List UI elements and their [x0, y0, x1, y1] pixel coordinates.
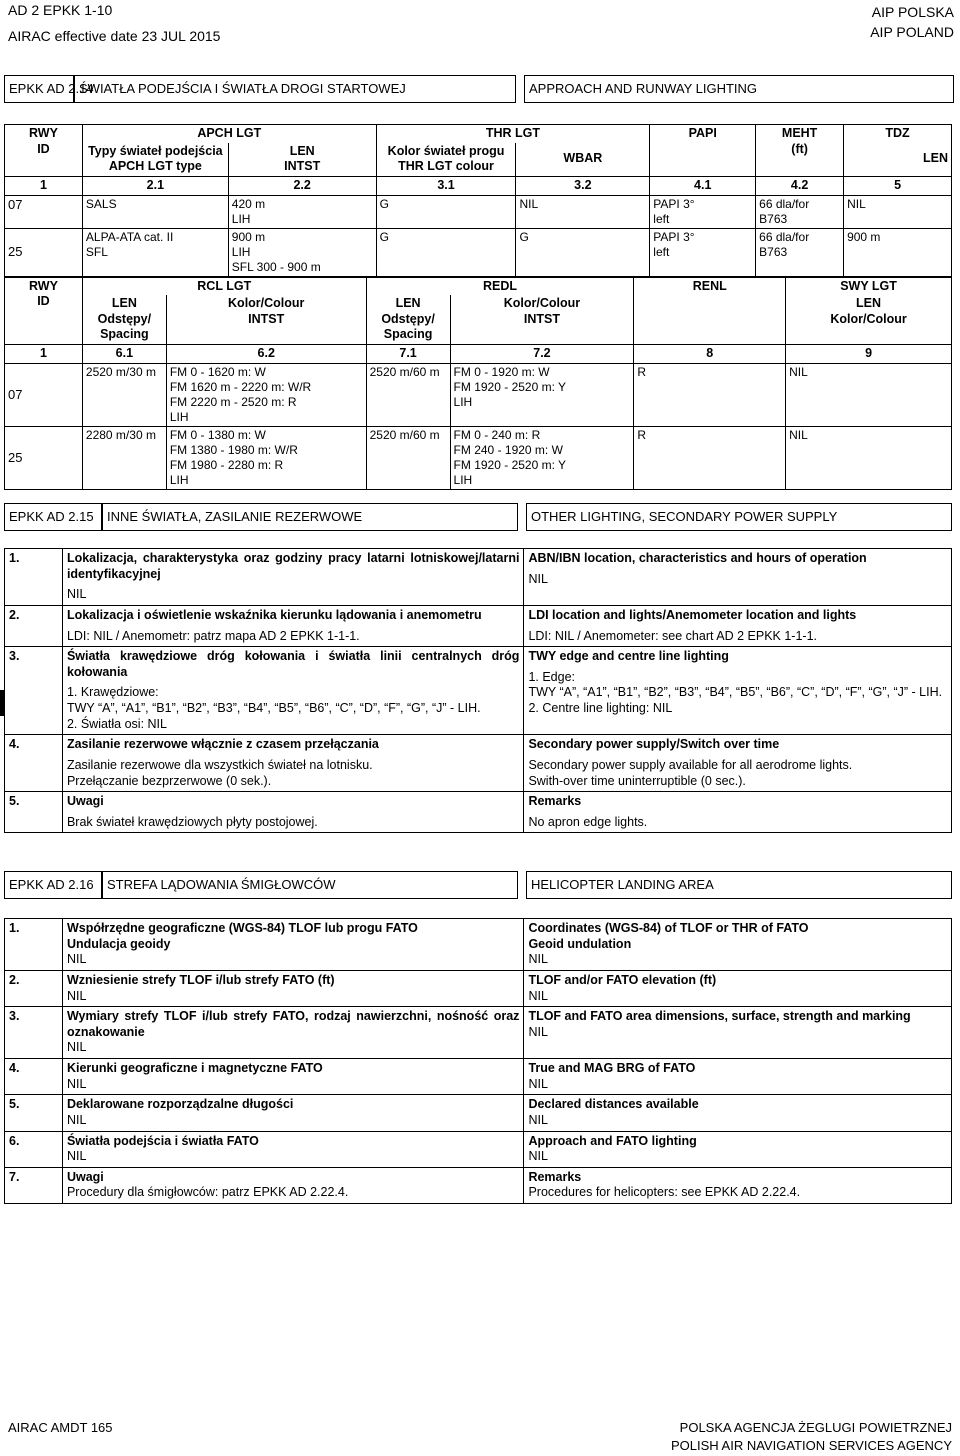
section-216-title-en: HELICOPTER LANDING AREA	[526, 871, 952, 899]
item-en	[524, 549, 952, 606]
item-number: 5.	[5, 792, 63, 833]
col-num: 4.2	[756, 176, 844, 195]
item-title-en: LDI location and lights/Anemometer location and lights	[528, 607, 857, 622]
item-title-pl: Wzniesienie strefy TLOF i/lub strefy FATO (ft)	[66, 972, 335, 987]
item-en	[524, 1007, 952, 1059]
item-body-pl: NIL	[66, 988, 87, 1003]
item-title-pl: Światła podejścia i światła FATO	[66, 1133, 259, 1148]
item-title-en: Remarks	[528, 794, 582, 809]
renl-cell: R	[634, 363, 786, 426]
item-body-pl: NIL	[66, 587, 87, 602]
rcl-colour-cell: FM 0 - 1620 m: W FM 1620 m - 2220 m: W/R FM 2220 m - 2520 m: R LIH	[166, 363, 366, 426]
meht-cell: 66 dla/for B763	[756, 195, 844, 228]
item-body-pl: 1. Krawędziowe: TWY “A”, “A1”, “B1”, “B2”, “B3”, “B4”, “B5”, “B6”, “C”, “D”, “F”, “G”, “J” - LIH. 2. Światła osi: NIL	[66, 685, 481, 731]
rwy-id-cell: 07	[5, 363, 83, 426]
item-title-pl: Kierunki geograficzne i magnetyczne FATO	[66, 1061, 323, 1075]
item-pl	[62, 792, 524, 833]
rcl-len-cell: 2280 m/30 m	[82, 426, 166, 489]
item-en	[524, 735, 952, 792]
tdz-len-header: LEN	[844, 143, 952, 177]
col-num: 2.2	[228, 176, 376, 195]
item-body-pl: NIL	[66, 1040, 87, 1055]
rcl-len-header: LEN Odstępy/ Spacing	[82, 295, 166, 344]
col-num: 5	[844, 176, 952, 195]
item-number: 5.	[5, 1095, 63, 1131]
apch-type-header: Typy świateł podejścia APCH LGT type	[82, 143, 228, 177]
col-num: 8	[634, 345, 786, 364]
papi-cell: PAPI 3° left	[650, 195, 756, 228]
item-body-pl: Brak świateł krawędziowych płyty postojowej.	[66, 814, 318, 829]
section-214-title-en: APPROACH AND RUNWAY LIGHTING	[524, 75, 954, 103]
thr-lgt-header: THR LGT	[376, 125, 650, 143]
list-item	[5, 647, 952, 735]
item-title-en: ABN/IBN location, characteristics and hours of operation	[528, 551, 867, 565]
item-pl	[62, 1131, 524, 1167]
item-title-en: Remarks	[528, 1169, 582, 1184]
swy-lgt-header: SWY LGT	[786, 277, 952, 295]
item-body-pl: NIL	[66, 952, 87, 967]
section-215-title-en: OTHER LIGHTING, SECONDARY POWER SUPPLY	[526, 503, 952, 531]
item-title-en: Coordinates (WGS-84) of TLOF or THR of FATO Geoid undulation	[528, 921, 809, 951]
item-number: 6.	[5, 1131, 63, 1167]
list-item	[5, 970, 952, 1006]
papi-cell: PAPI 3° left	[650, 228, 756, 276]
table-row	[5, 426, 952, 489]
section-214-title-bar	[4, 75, 954, 103]
list-item	[5, 1131, 952, 1167]
wbar-cell: G	[516, 228, 650, 276]
item-pl	[62, 735, 524, 792]
swy-len-header: LEN Kolor/Colour	[786, 295, 952, 344]
col-num: 1	[5, 176, 83, 195]
item-body-en: NIL	[528, 1024, 548, 1039]
list-item	[5, 1095, 952, 1131]
item-body-pl: NIL	[66, 1076, 87, 1091]
item-en	[524, 647, 952, 735]
list-item	[5, 605, 952, 646]
header-aip-poland: AIP POLAND	[870, 24, 954, 40]
section-214-title-pl: ŚWIATŁA PODEJŚCIA I ŚWIATŁA DROGI STARTOWEJ	[74, 75, 516, 103]
thr-colour-cell: G	[376, 195, 516, 228]
item-title-pl: Deklarowane rozporządzalne długości	[66, 1097, 294, 1112]
list-item	[5, 792, 952, 833]
item-body-en: NIL	[528, 1149, 548, 1164]
col-num: 9	[786, 345, 952, 364]
thr-colour-cell: G	[376, 228, 516, 276]
item-body-en: NIL	[528, 988, 548, 1003]
col-num: 1	[5, 345, 83, 364]
item-title-pl: Zasilanie rezerwowe włącznie z czasem przełączania	[66, 737, 379, 752]
footer-agency-en: POLISH AIR NAVIGATION SERVICES AGENCY	[670, 1438, 952, 1453]
item-body-pl: NIL	[66, 1112, 87, 1127]
item-title-pl: Uwagi	[66, 1169, 104, 1184]
list-item	[5, 1007, 952, 1059]
item-pl	[62, 549, 524, 606]
item-pl	[62, 1059, 524, 1095]
item-body-en: NIL	[528, 1112, 548, 1127]
list-item	[5, 919, 952, 971]
item-number: 2.	[5, 970, 63, 1006]
item-number: 2.	[5, 605, 63, 646]
approach-lighting-table	[4, 124, 952, 490]
item-body-en: NIL	[528, 571, 548, 586]
table-row	[5, 195, 952, 228]
item-title-pl: Uwagi	[66, 794, 104, 809]
redl-len-header: LEN Odstępy/ Spacing	[366, 295, 450, 344]
rcl-len-cell: 2520 m/30 m	[82, 363, 166, 426]
item-pl	[62, 647, 524, 735]
apch-type-cell: ALPA-ATA cat. II SFL	[82, 228, 228, 276]
item-en	[524, 1131, 952, 1167]
col-num: 6.2	[166, 345, 366, 364]
item-number: 3.	[5, 1007, 63, 1059]
rcl-colour-header: Kolor/Colour INTST	[166, 295, 366, 344]
papi-header: PAPI	[650, 125, 756, 177]
col-num: 7.2	[450, 345, 634, 364]
item-title-pl: Wymiary strefy TLOF i/lub strefy FATO, rodzaj nawierzchni, nośność oraz oznakowanie	[66, 1009, 520, 1039]
apch-type-cell: SALS	[82, 195, 228, 228]
meht-header: MEHT (ft)	[756, 125, 844, 177]
item-en	[524, 792, 952, 833]
redl-len-cell: 2520 m/60 m	[366, 363, 450, 426]
table-row	[5, 228, 952, 276]
item-number: 1.	[5, 549, 63, 606]
section-216-code: EPKK AD 2.16	[4, 871, 102, 899]
section-215-code: EPKK AD 2.15	[4, 503, 102, 531]
apch-len-cell: 420 m LIH	[228, 195, 376, 228]
item-number: 1.	[5, 919, 63, 971]
tdz-cell: NIL	[844, 195, 952, 228]
item-body-en: NIL	[528, 1076, 548, 1091]
item-body-pl: LDI: NIL / Anemometr: patrz mapa AD 2 EPKK 1-1-1.	[66, 628, 360, 643]
item-title-pl: Światła krawędziowe dróg kołowania i światła linii centralnych dróg kołowania	[66, 649, 520, 679]
col-num: 7.1	[366, 345, 450, 364]
redl-colour-header: Kolor/Colour INTST	[450, 295, 634, 344]
item-title-en: Secondary power supply/Switch over time	[528, 737, 780, 752]
item-en	[524, 605, 952, 646]
rwy-id-cell: 25	[5, 426, 83, 489]
thr-colour-header: Kolor świateł progu THR LGT colour	[376, 143, 516, 177]
swy-cell: NIL	[786, 363, 952, 426]
section-214-code: EPKK AD 2.14	[4, 75, 74, 103]
item-title-en: Declared distances available	[528, 1097, 699, 1112]
item-title-pl: Współrzędne geograficzne (WGS-84) TLOF lub progu FATO Undulacja geoidy	[66, 921, 418, 951]
item-en	[524, 1167, 952, 1203]
item-number: 4.	[5, 1059, 63, 1095]
item-pl	[62, 1095, 524, 1131]
item-number: 3.	[5, 647, 63, 735]
item-en	[524, 919, 952, 971]
header-effective-date: AIRAC effective date 23 JUL 2015	[8, 28, 221, 44]
redl-header: REDL	[366, 277, 634, 295]
redl-colour-cell: FM 0 - 240 m: R FM 240 - 1920 m: W FM 1920 - 2520 m: Y LIH	[450, 426, 634, 489]
item-body-en: 1. Edge: TWY “A”, “A1”, “B1”, “B2”, “B3”, “B4”, “B5”, “B6”, “C”, “D”, “F”, “G”, “J” - LIH. 2. Centre line lighting: NIL	[528, 669, 943, 715]
tdz-cell: 900 m	[844, 228, 952, 276]
item-en	[524, 1095, 952, 1131]
rwy-id-header: RWY ID	[5, 125, 83, 177]
item-body-en: LDI: NIL / Anemometer: see chart AD 2 EPKK 1-1-1.	[528, 628, 817, 643]
redl-colour-cell: FM 0 - 1920 m: W FM 1920 - 2520 m: Y LIH	[450, 363, 634, 426]
item-body-en: Procedures for helicopters: see EPKK AD 2.22.4.	[528, 1185, 801, 1200]
runway-lighting-table	[4, 277, 952, 490]
tdz-header: TDZ	[844, 125, 952, 143]
rcl-colour-cell: FM 0 - 1380 m: W FM 1380 - 1980 m: W/R FM 1980 - 2280 m: R LIH	[166, 426, 366, 489]
item-en	[524, 1059, 952, 1095]
col-num: 4.1	[650, 176, 756, 195]
table-row	[5, 363, 952, 426]
renl-header: RENL	[634, 277, 786, 345]
item-pl	[62, 1007, 524, 1059]
item-body-pl: Zasilanie rezerwowe dla wszystkich świateł na lotnisku. Przełączanie bezprzerwowe (0 sek.).	[66, 757, 373, 788]
item-title-en: TWY edge and centre line lighting	[528, 649, 729, 664]
meht-cell: 66 dla/for B763	[756, 228, 844, 276]
col-num: 3.2	[516, 176, 650, 195]
item-number: 4.	[5, 735, 63, 792]
item-title-en: True and MAG BRG of FATO	[528, 1061, 696, 1075]
item-body-en: NIL	[528, 952, 548, 967]
item-title-en: TLOF and/or FATO elevation (ft)	[528, 972, 717, 987]
section-216-title-bar	[4, 871, 952, 899]
list-item	[5, 1167, 952, 1203]
renl-cell: R	[634, 426, 786, 489]
helicopter-area-table	[4, 918, 952, 1204]
wbar-cell: NIL	[516, 195, 650, 228]
item-pl	[62, 605, 524, 646]
other-lighting-table	[4, 548, 952, 833]
col-num: 2.1	[82, 176, 228, 195]
list-item	[5, 735, 952, 792]
list-item	[5, 1059, 952, 1095]
item-body-en: No apron edge lights.	[528, 814, 648, 829]
footer-amdt: AIRAC AMDT 165	[8, 1420, 113, 1435]
header-aip-polska: AIP POLSKA	[871, 4, 954, 20]
item-body-en: Secondary power supply available for all aerodrome lights. Swith-over time uninterruptible (0 sec.).	[528, 757, 853, 788]
swy-cell: NIL	[786, 426, 952, 489]
rwy-id-cell: 07	[5, 195, 83, 228]
item-body-pl: NIL	[66, 1149, 87, 1164]
item-pl	[62, 1167, 524, 1203]
apch-lgt-header: APCH LGT	[82, 125, 376, 143]
wbar-header: WBAR	[516, 143, 650, 177]
section-215-title-bar	[4, 503, 952, 531]
list-item	[5, 549, 952, 606]
item-title-pl: Lokalizacja, charakterystyka oraz godziny pracy latarni lotniskowej/latarni identyfikacyjnej	[66, 551, 520, 581]
header-doc-id: AD 2 EPKK 1-10	[8, 2, 113, 18]
col-num: 3.1	[376, 176, 516, 195]
redl-len-cell: 2520 m/60 m	[366, 426, 450, 489]
item-title-en: Approach and FATO lighting	[528, 1133, 697, 1148]
item-body-pl: Procedury dla śmigłowców: patrz EPKK AD 2.22.4.	[66, 1185, 349, 1200]
apch-len-header: LEN INTST	[228, 143, 376, 177]
section-216-title-pl: STREFA LĄDOWANIA ŚMIGŁOWCÓW	[102, 871, 518, 899]
item-title-en: TLOF and FATO area dimensions, surface, strength and marking	[528, 1009, 911, 1024]
rwy-id-header: RWY ID	[5, 277, 83, 345]
col-num: 6.1	[82, 345, 166, 364]
section-215-title-pl: INNE ŚWIATŁA, ZASILANIE REZERWOWE	[102, 503, 518, 531]
item-number: 7.	[5, 1167, 63, 1203]
apch-len-cell: 900 m LIH SFL 300 - 900 m	[228, 228, 376, 276]
item-pl	[62, 970, 524, 1006]
rcl-lgt-header: RCL LGT	[82, 277, 366, 295]
item-en	[524, 970, 952, 1006]
item-pl	[62, 919, 524, 971]
change-bar	[0, 690, 4, 716]
rwy-id-cell: 25	[5, 228, 83, 276]
item-title-pl: Lokalizacja i oświetlenie wskaźnika kierunku lądowania i anemometru	[66, 607, 482, 622]
footer-agency-pl: POLSKA AGENCJA ŻEGLUGI POWIETRZNEJ	[679, 1420, 952, 1435]
